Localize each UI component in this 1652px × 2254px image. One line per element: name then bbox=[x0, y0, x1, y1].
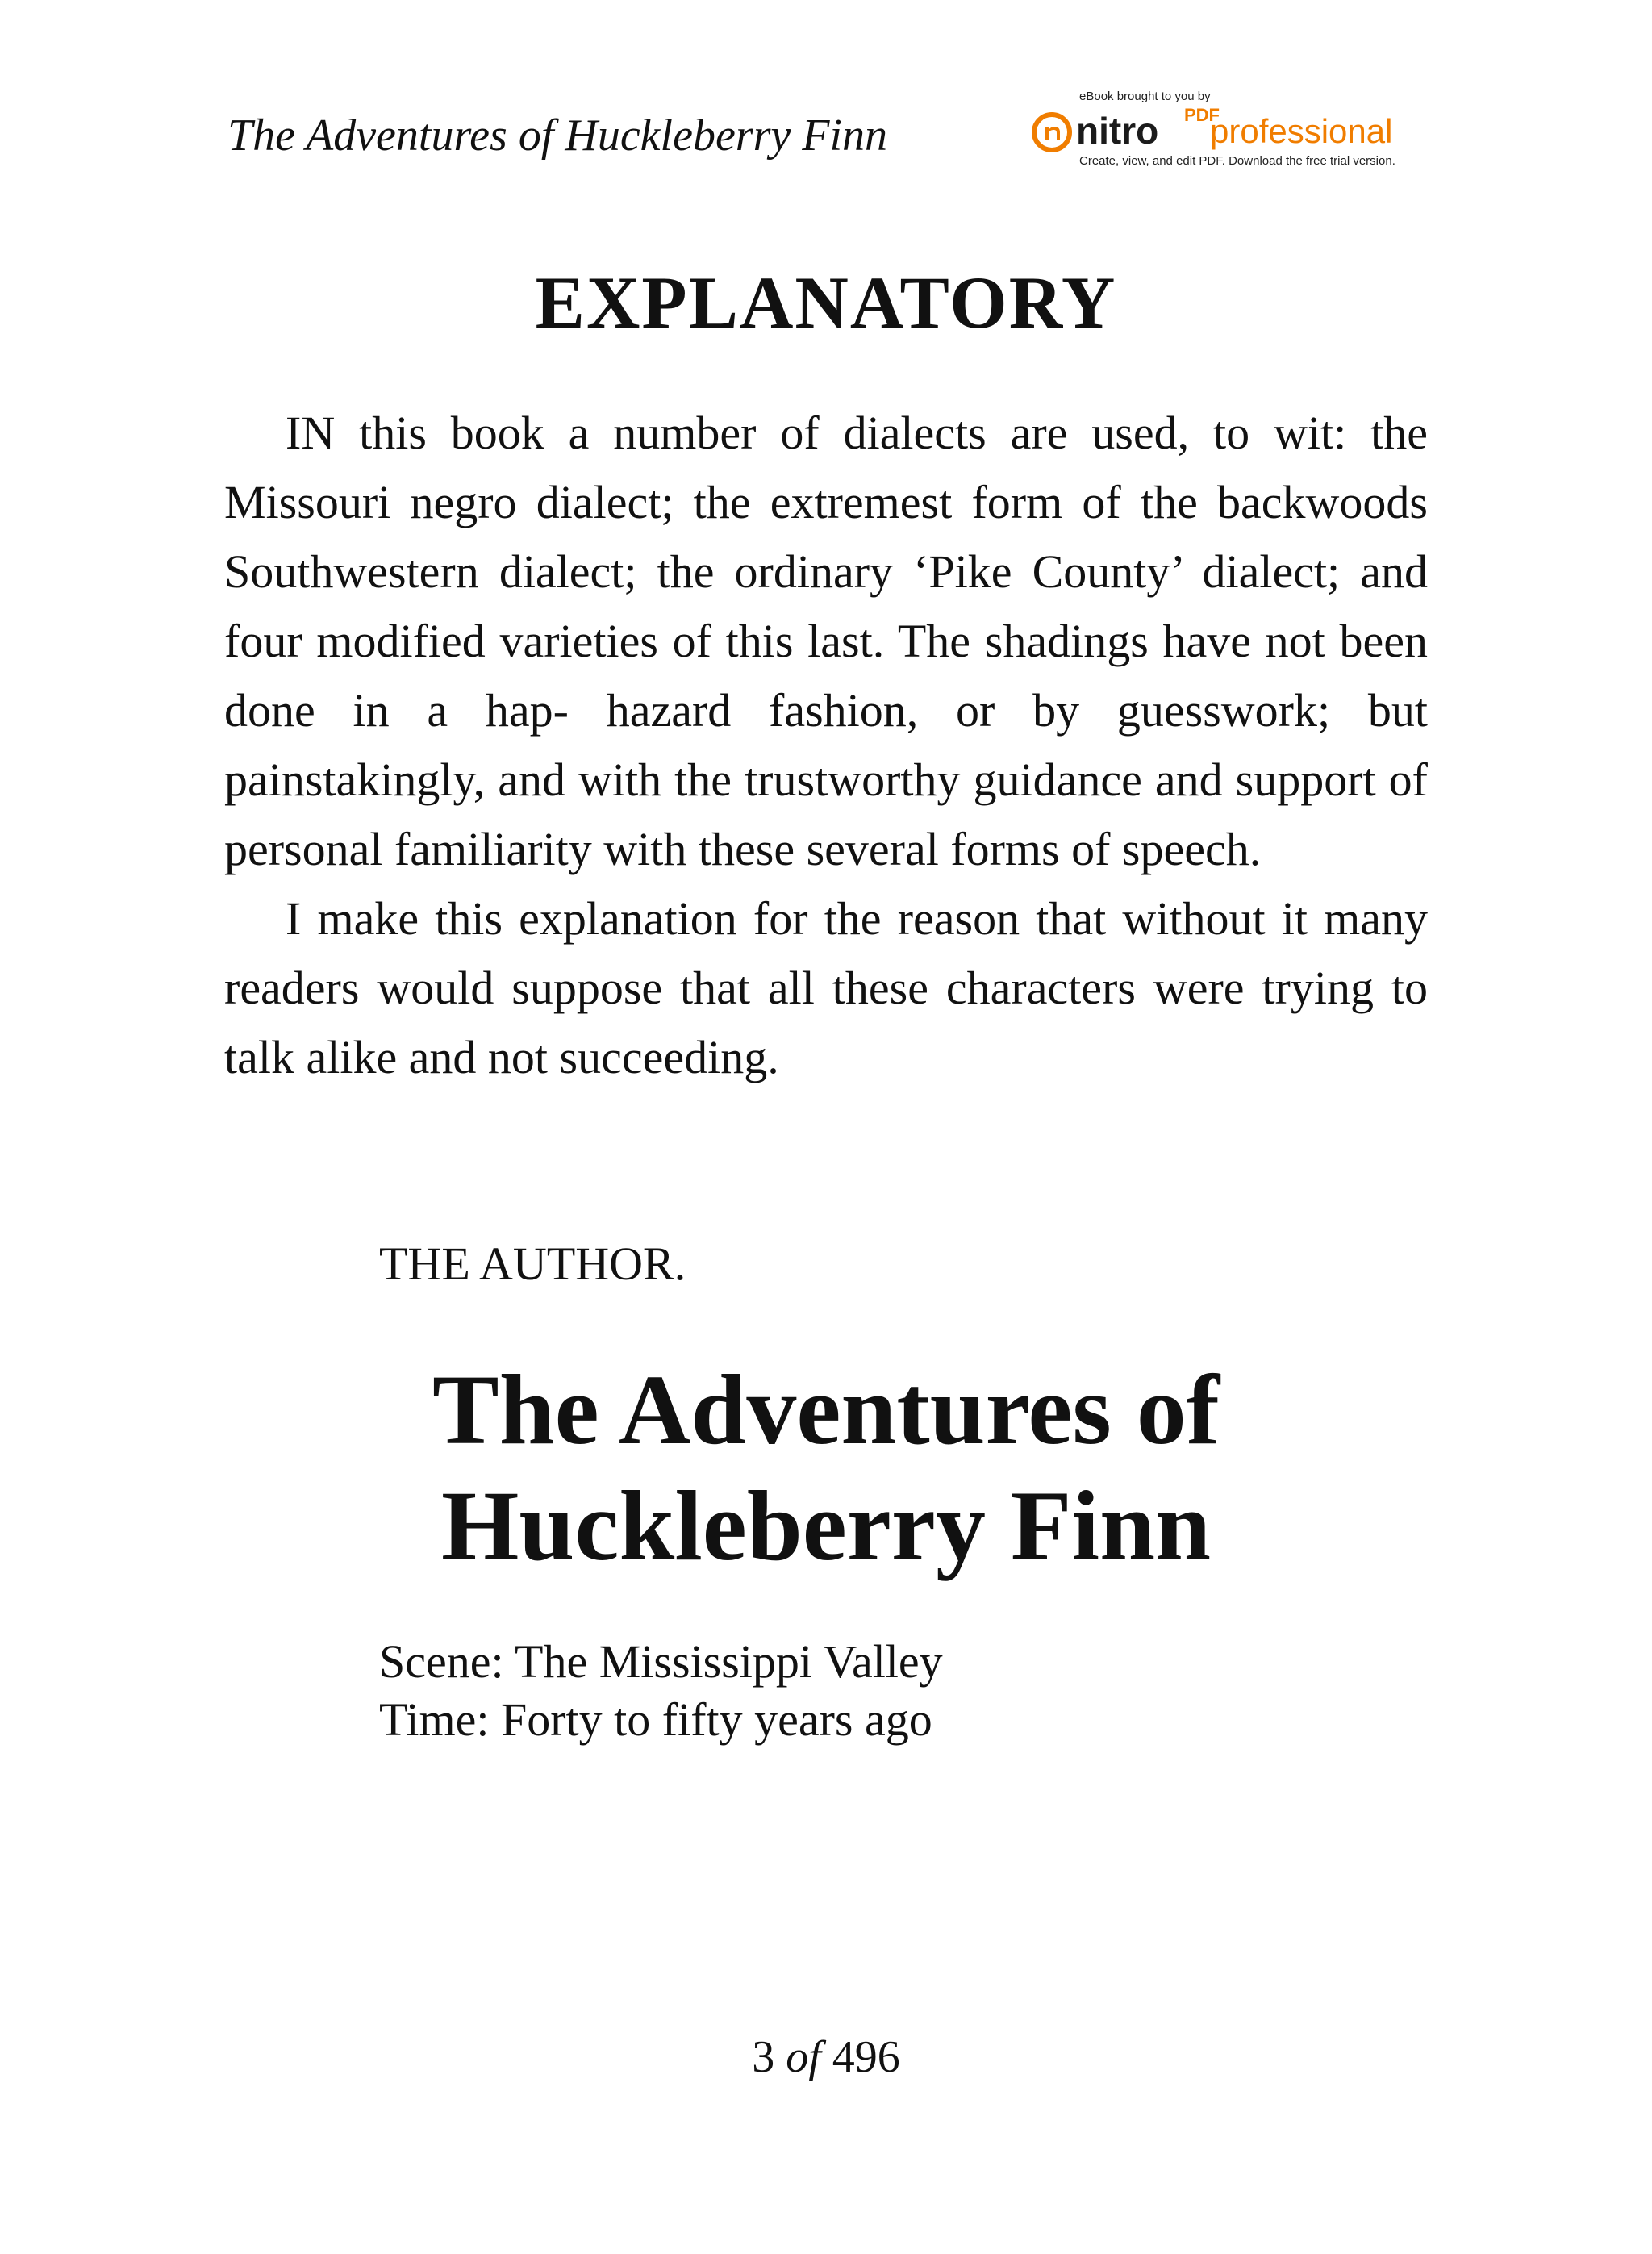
page-current: 3 bbox=[752, 2032, 775, 2082]
nitro-logo-icon bbox=[1031, 111, 1073, 153]
book-title-line: The Adventures of bbox=[432, 1354, 1220, 1465]
nitro-pdf-promo-banner[interactable] bbox=[1031, 89, 1418, 177]
section-heading: EXPLANATORY bbox=[535, 261, 1117, 344]
promo-top-line: eBook brought to you by bbox=[1079, 90, 1211, 103]
promo-brand-sup: PDF bbox=[1184, 105, 1220, 125]
setting-info bbox=[379, 1633, 943, 1749]
promo-brand: nitro bbox=[1076, 110, 1159, 152]
author-signature: THE AUTHOR. bbox=[379, 1238, 686, 1290]
page-separator: of bbox=[786, 2032, 821, 2082]
paragraph: IN this book a number of dialects are used, to wit: the Missouri negro dialect; the extremest form of the backwoods Southwestern dialect; the ordinary ‘Pike County’ dialect; and four modified varieties of this last. The shadings have not been done in a hap- hazard fashion, or by guesswork; but painstakingly, and with the trustworthy guidance and support of personal familiarity with these several forms of speech. bbox=[224, 407, 1428, 875]
page-number bbox=[0, 2025, 1652, 2089]
running-header: The Adventures of Huckleberry Finn bbox=[227, 111, 888, 161]
promo-product: professional bbox=[1210, 112, 1393, 150]
scene-line: Scene: The Mississippi Valley bbox=[379, 1635, 943, 1688]
explanatory-body bbox=[224, 399, 1428, 1092]
time-line: Time: Forty to fifty years ago bbox=[379, 1693, 932, 1746]
paragraph: I make this explanation for the reason that without it many readers would suppose that all these characters were trying to talk alike and not succeeding. bbox=[224, 892, 1428, 1083]
promo-tagline: Create, view, and edit PDF. Download the free trial version. bbox=[1079, 154, 1395, 168]
book-title-line: Huckleberry Finn bbox=[440, 1471, 1212, 1581]
page-total: 496 bbox=[832, 2032, 900, 2082]
book-title bbox=[0, 1352, 1652, 1584]
